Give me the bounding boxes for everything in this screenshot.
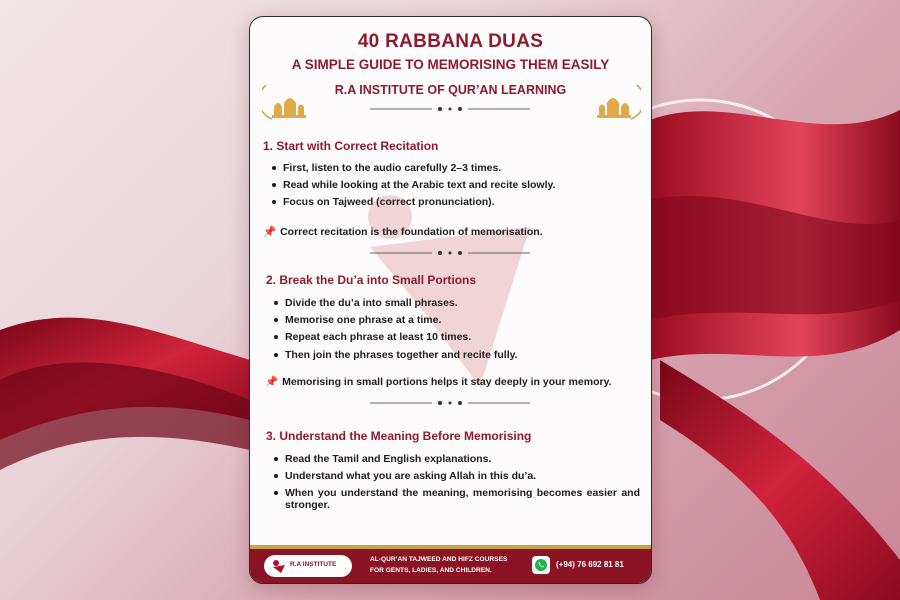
ornament-divider [370,249,530,257]
list-item: Focus on Tajweed (correct pronunciation). [270,196,640,208]
ornament-divider [370,399,530,407]
list-item: Divide the du’a into small phrases. [272,297,642,309]
list-item: Then join the phrases together and recite fully. [272,349,642,361]
mosque-icon [595,77,641,123]
pushpin-icon: 📌 [265,376,279,388]
list-item: When you understand the meaning, memorising becomes easier and stronger. [272,487,640,511]
list-item: Repeat each phrase at least 10 times. [272,331,642,343]
footer-bar [250,545,651,583]
page-title: 40 RABBANA DUAS [357,31,544,52]
logo-mark-icon [272,559,286,573]
courses-line: AL-QUR’AN TAJWEED AND HIFZ COURSES [370,556,508,563]
list-item: Read the Tamil and English explanations. [272,453,640,465]
mosque-icon [262,77,308,123]
section-title: 3. Understand the Meaning Before Memorising [266,429,532,443]
institute-name: R.A INSTITUTE OF QUR’AN LEARNING [334,83,567,97]
bullet-list [270,162,640,214]
note [265,375,612,388]
logo-text: R.A INSTITUTE [290,561,337,568]
courses-text [370,554,507,576]
list-item: First, listen to the audio carefully 2–3 times. [270,162,640,174]
note-text: Correct recitation is the foundation of memorisation. [280,226,543,238]
page-subtitle: A SIMPLE GUIDE TO MEMORISING THEM EASILY [291,57,610,72]
bullet-list [272,297,642,366]
pushpin-icon: 📌 [263,226,277,238]
note-text: Memorising in small portions helps it stay deeply in your memory. [282,376,612,388]
whatsapp-icon[interactable] [532,556,550,574]
institute-logo [264,555,352,577]
phone-number[interactable]: (+94) 76 692 81 81 [556,560,624,569]
note [263,225,543,238]
bullet-list [272,453,640,517]
courses-line: FOR GENTS, LADIES, AND CHILDREN. [370,567,492,574]
list-item: Read while looking at the Arabic text and recite slowly. [270,179,640,191]
section-title: 1. Start with Correct Recitation [263,139,439,153]
guide-card [249,16,652,584]
section-title: 2. Break the Du’a into Small Portions [266,273,477,287]
ornament-divider [370,105,530,113]
list-item: Understand what you are asking Allah in this du’a. [272,470,640,482]
list-item: Memorise one phrase at a time. [272,314,642,326]
